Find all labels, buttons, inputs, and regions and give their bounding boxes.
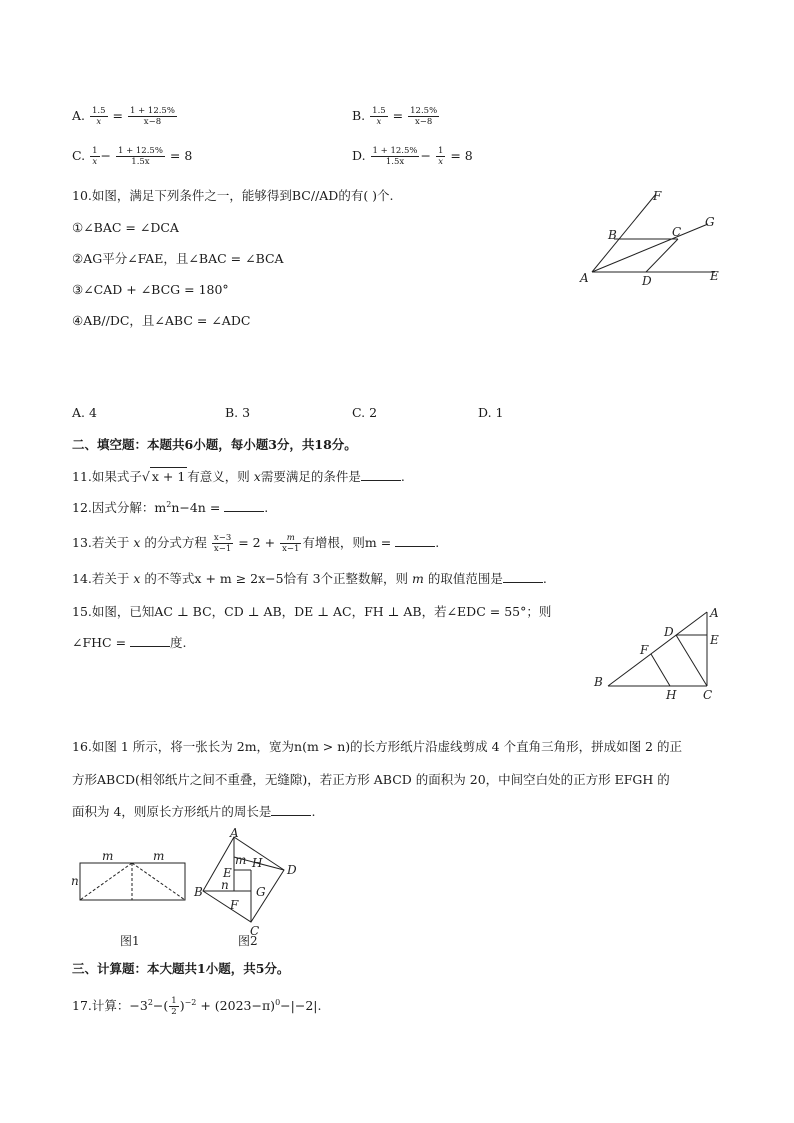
q16-figure-1 <box>65 845 195 950</box>
label-E: E <box>223 866 232 880</box>
q13: 13.若关于 x 的分式方程 $\frac{x-3}{x-1}$ = 2 + $\frac{m}{x-1}$ 有增根，则m = . <box>72 533 440 554</box>
fraction: $\frac{1.5}{x}$ <box>372 106 386 127</box>
answer-blank <box>130 634 170 647</box>
q9-option-b: B. $\frac{1.5}{x}$ = $\frac{12.5\%}{x-8}$ <box>352 106 438 127</box>
label-H: H <box>252 856 263 870</box>
fraction: $\frac{1}{2}$ <box>171 996 177 1017</box>
label-F: F <box>230 898 239 912</box>
label-D: D <box>287 863 297 877</box>
answer-blank <box>271 803 311 816</box>
label-H: H <box>666 688 677 702</box>
fig2-caption: 图2 <box>238 934 258 948</box>
q16-line1: 16.如图 1 所示，将一张长为 2m，宽为n(m > n)的长方形纸片沿虚线剪成 4 个直角三角形，拼成如图 2 的正 <box>72 739 682 754</box>
q15-line1: 15.如图，已知AC ⊥ BC，CD ⊥ AB，DE ⊥ AC，FH ⊥ AB，若∠EDC = 55°；则 <box>72 604 552 619</box>
q11: 11.如果式子√ x + 1 有意义，则 x需要满足的条件是 . <box>72 469 405 484</box>
q10-figure <box>570 182 730 292</box>
q10-condition-4: ④AB//DC，且∠ABC = ∠ADC <box>72 313 251 328</box>
label-A: A <box>580 271 589 285</box>
fraction: $\frac{x-3}{x-1}$ <box>213 533 232 554</box>
q12: 12.因式分解：$m^2n-4n$ = . <box>72 499 269 515</box>
fraction: $\frac{1 + 12.5\%}{x-8}$ <box>129 106 175 127</box>
label-F: F <box>653 189 662 203</box>
q10-option-d: D. 1 <box>478 405 504 420</box>
label-B: B <box>594 675 603 689</box>
q10-condition-2: ②AG平分∠FAE，且∠BAC = ∠BCA <box>72 251 284 266</box>
label-m: m <box>235 853 247 867</box>
label-A: A <box>710 606 719 620</box>
label-E: E <box>710 269 719 283</box>
label-B: B <box>194 885 203 899</box>
label-m2: m <box>153 849 165 863</box>
label-n: n <box>71 874 79 888</box>
q9-option-c: C. $\frac{1}{x}$ − $\frac{1 + 12.5\%}{1.5x}$ = 8 <box>72 146 193 167</box>
section-2-heading: 二、填空题：本题共6小题，每小题3分，共18分。 <box>72 437 357 452</box>
label-n: n <box>221 878 229 892</box>
q16-figure-2 <box>190 825 305 950</box>
fraction: $\frac{m}{x-1}$ <box>282 533 300 554</box>
label-D: D <box>664 625 674 639</box>
q14: 14.若关于 x 的不等式x + m ≥ 2x−5恰有 3个正整数解，则 m 的取值范围是 . <box>72 571 547 586</box>
q10-option-b: B. 3 <box>225 405 251 420</box>
label-E: E <box>710 633 719 647</box>
q10-condition-1: ①∠BAC = ∠DCA <box>72 220 179 235</box>
q9-option-a: A. $\frac{1.5}{x}$ = $\frac{1 + 12.5\%}{x-8}$ <box>72 106 175 127</box>
answer-blank <box>395 534 435 547</box>
label-C: C <box>672 225 682 239</box>
label-C: C <box>703 688 713 702</box>
label-F: F <box>640 643 649 657</box>
fig1-caption: 图1 <box>120 934 140 948</box>
q10-stem: 10.如图，满足下列条件之一，能够得到BC//AD的有( )个. <box>72 188 394 203</box>
fraction: $\frac{1 + 12.5\%}{1.5x}$ <box>372 146 418 167</box>
q17: 17.计算：$-3^2-$( $\frac{1}{2}$ )$^{-2} + (2023-\pi)^0-|-2|$. <box>72 996 322 1017</box>
label-A: A <box>230 826 239 840</box>
q15-figure <box>590 602 730 707</box>
answer-blank <box>224 499 264 512</box>
q10-option-a: A. 4 <box>72 405 97 420</box>
q15-line2: ∠FHC = 度. <box>72 635 187 650</box>
q16-line2: 方形ABCD(相邻纸片之间不重叠，无缝隙)，若正方形 ABCD 的面积为 20，中间空白处的正方形 EFGH 的 <box>72 772 670 787</box>
label-G: G <box>705 215 715 229</box>
q9-option-d: D. $\frac{1 + 12.5\%}{1.5x}$ − $\frac{1}{x}$ = 8 <box>352 146 473 167</box>
q10-condition-3: ③∠CAD + ∠BCG = 180° <box>72 282 229 297</box>
fraction: $\frac{1}{x}$ <box>92 146 98 167</box>
q10-option-c: C. 2 <box>352 405 378 420</box>
label-D: D <box>642 274 652 288</box>
label-B: B <box>608 228 617 242</box>
fraction: $\frac{12.5\%}{x-8}$ <box>410 106 438 127</box>
fraction: $\frac{1}{x}$ <box>437 146 444 167</box>
fraction: $\frac{1 + 12.5\%}{1.5x}$ <box>117 146 163 167</box>
answer-blank <box>361 468 401 481</box>
fraction: $\frac{1.5}{x}$ <box>92 106 106 127</box>
section-3-heading: 三、计算题：本大题共1小题，共5分。 <box>72 961 290 976</box>
label-C: C <box>250 924 260 938</box>
answer-blank <box>503 570 543 583</box>
label-m1: m <box>102 849 114 863</box>
q16-line3: 面积为 4，则原长方形纸片的周长是 . <box>72 804 316 819</box>
label-G: G <box>256 885 266 899</box>
